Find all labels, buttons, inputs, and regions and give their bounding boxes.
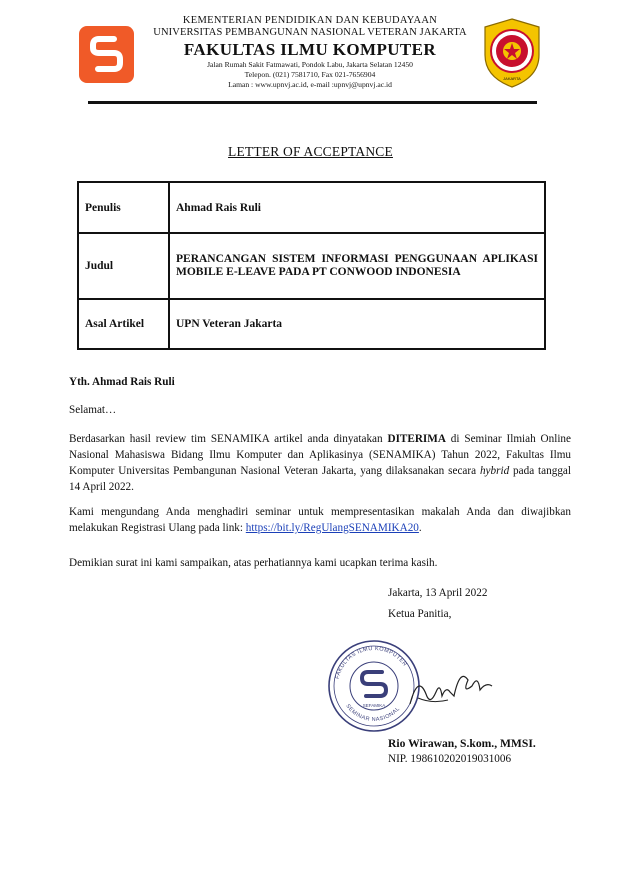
faculty-name: FAKULTAS ILMU KOMPUTER	[183, 40, 437, 60]
closing-text: Demikian surat ini kami sampaikan, atas perhatiannya kami ucapkan terima kasih.	[69, 557, 438, 569]
table-row	[78, 233, 545, 299]
salutation-block	[69, 403, 571, 419]
event-mode: hybrid	[479, 464, 510, 477]
acceptance-text-c: pada tanggal 14 April 2022.	[69, 464, 571, 493]
faculty-web: Laman : www.upnvj.ac.id, e-mail :upnvj@upnvj.ac.id	[228, 80, 392, 90]
faculty-phone: Telepon. (021) 7581710, Fax 021-7656904	[244, 69, 376, 79]
origin-label: Asal Artikel	[78, 299, 169, 349]
emblem-text: JAKARTA	[503, 76, 521, 81]
letterhead-rule	[88, 101, 537, 104]
origin-value: UPN Veteran Jakarta	[169, 299, 545, 349]
senamika-logo	[79, 26, 134, 83]
table-row	[78, 299, 545, 349]
stamp-top-text: FAKULTAS ILMU KOMPUTER	[334, 645, 408, 680]
official-stamp	[322, 634, 498, 734]
salutation: Selamat…	[69, 404, 117, 416]
author-label: Penulis	[78, 182, 169, 233]
ministry-name: KEMENTERIAN PENDIDIKAN DAN KEBUDAYAAN	[182, 15, 438, 26]
signer-name: Rio Wirawan, S.kom., MMSI.	[388, 737, 536, 750]
acceptance-text-b: di Seminar Ilmiah Online Nasional Mahasiswa Bidang Ilmu Komputer dan Aplikasinya (SENAMIKA) Tahun 2022, Fakultas Ilmu Komputer Universitas Pembangunan Nasional Veteran Jakarta, yang dilaksanakan secara	[69, 433, 571, 477]
acceptance-text-a: Berdasarkan hasil review tim SENAMIKA artikel anda dinyatakan	[69, 433, 388, 445]
registration-link[interactable]: https://bit.ly/RegUlangSENAMIKA20	[245, 521, 419, 534]
document-title: LETTER OF ACCEPTANCE	[228, 144, 393, 159]
title-label: Judul	[78, 233, 169, 299]
submission-info-table	[77, 181, 546, 350]
faculty-address: Jalan Rumah Sakit Fatmawati, Pondok Labu, Jakarta Selatan 12450	[207, 59, 413, 69]
paragraph-invitation	[69, 505, 571, 537]
paragraph-closing	[69, 556, 571, 572]
title-value: PERANCANGAN SISTEM INFORMASI PENGGUNAAN APLIKASI MOBILE E-LEAVE PADA PT CONWOOD INDONESIA	[169, 233, 545, 299]
table-row	[78, 182, 545, 233]
stamp-center-text: SEFAMIKA	[362, 703, 386, 708]
place-date: Jakarta, 13 April 2022	[388, 587, 488, 599]
invitation-text: Kami mengundang Anda menghadiri seminar untuk mempresentasikan makalah Anda dan diwajibkan melakukan Registrasi Ulang pada link:	[69, 506, 571, 534]
signer-nip: NIP. 198610202019031006	[388, 753, 512, 765]
stamp-bottom-text: SEMINAR NASIONAL	[344, 703, 402, 723]
author-value: Ahmad Rais Ruli	[169, 182, 545, 233]
paragraph-acceptance	[69, 432, 571, 496]
accepted-status: DITERIMA	[387, 433, 446, 445]
letterhead	[140, 15, 480, 90]
upnvj-emblem	[481, 17, 543, 89]
university-name: UNIVERSITAS PEMBANGUNAN NASIONAL VETERAN JAKARTA	[153, 27, 467, 39]
invitation-end: .	[418, 521, 422, 534]
signer-role: Ketua Panitia,	[388, 608, 452, 620]
greeting	[69, 375, 571, 391]
recipient-line: Yth. Ahmad Rais Ruli	[69, 376, 175, 388]
